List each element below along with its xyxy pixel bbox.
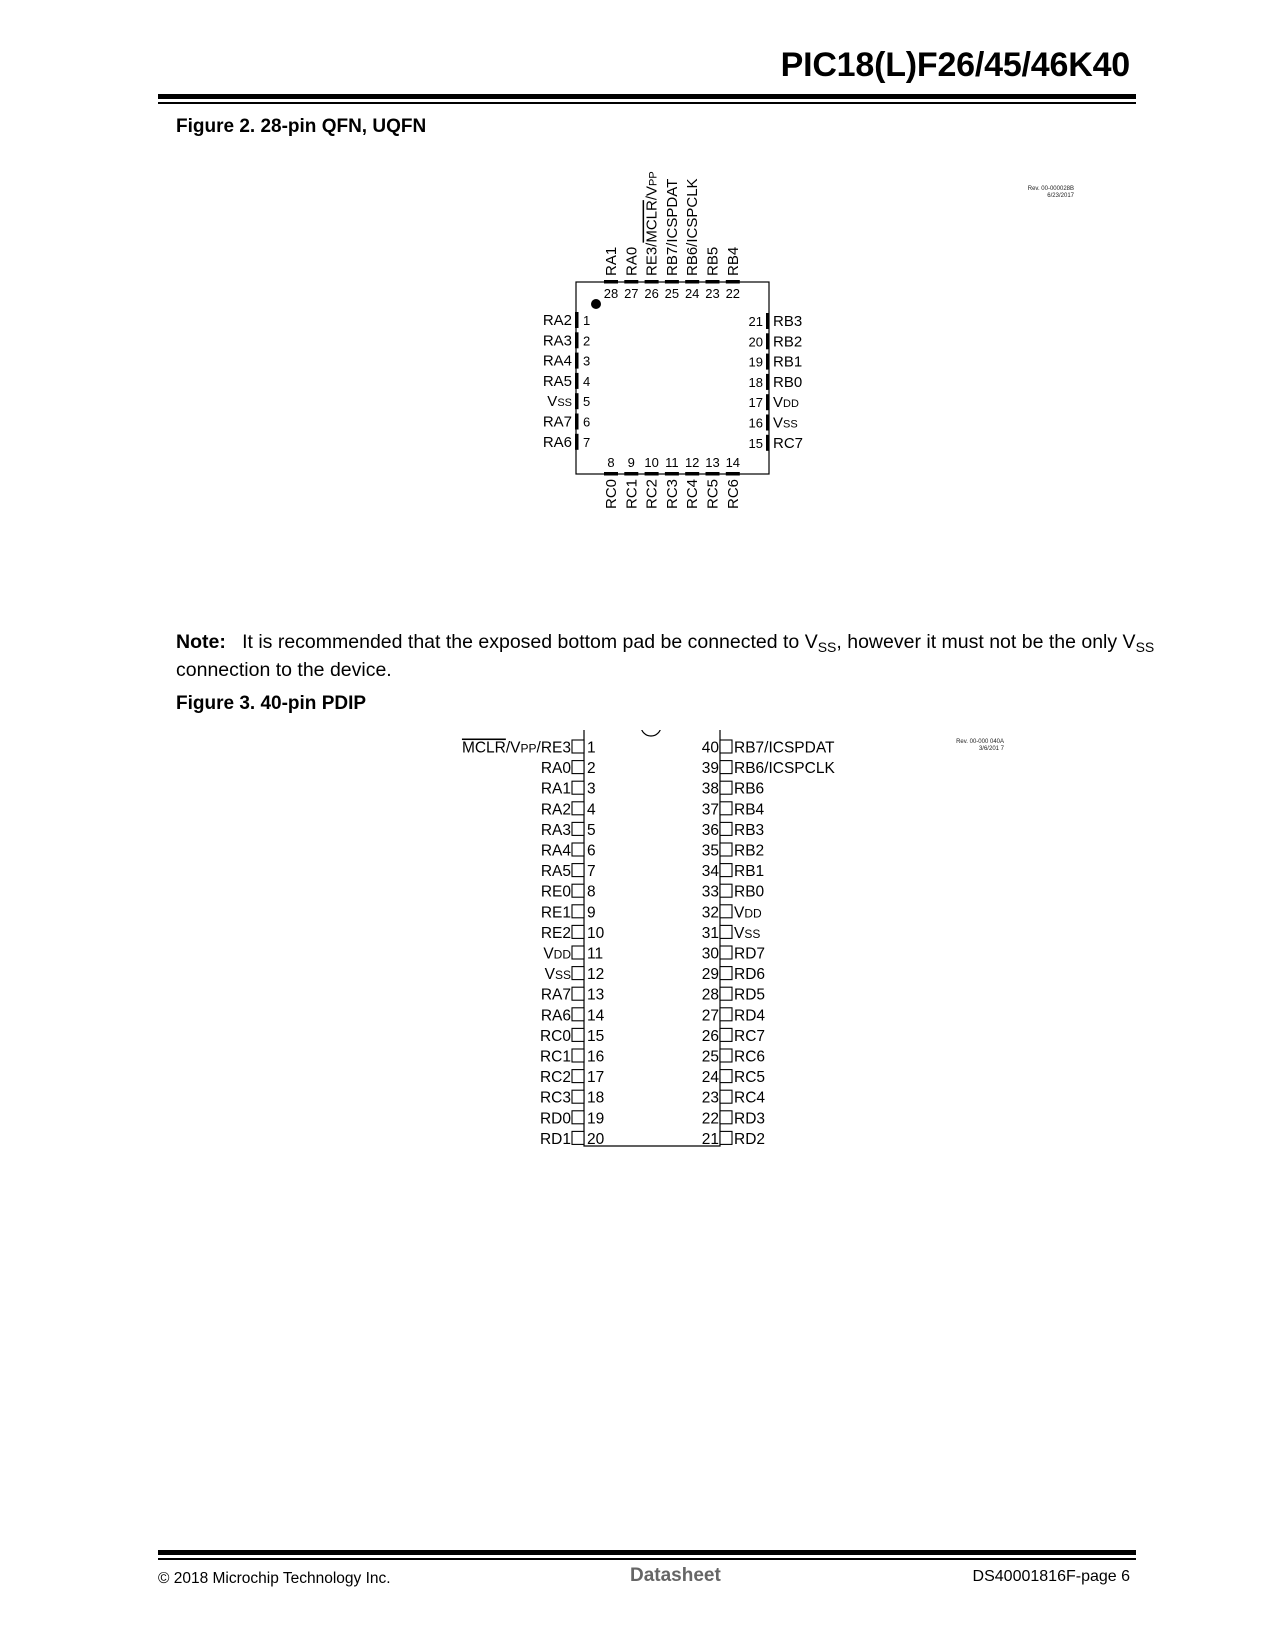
- pin-28-number: 28: [701, 986, 719, 1004]
- pin-14-mark: [726, 472, 740, 476]
- document-title: PIC18(L)F26/45/46K40: [780, 46, 1130, 84]
- qfn-package-outline: [576, 282, 769, 474]
- figure2-revision: Rev. 00-000028B 6/23/2017: [1027, 186, 1074, 199]
- footer-copyright: © 2018 Microchip Technology Inc.: [158, 1570, 391, 1587]
- pin-26-number: 26: [701, 1027, 719, 1045]
- pin-16-pad: [572, 1049, 584, 1062]
- pin-2-mark: [575, 332, 579, 348]
- pin-3-mark: [575, 353, 579, 369]
- pin-16-number: 16: [748, 415, 763, 431]
- pin-23-number: 23: [705, 286, 720, 301]
- pin-12-number: 12: [587, 966, 605, 984]
- pin-9-label-rc1: RC1: [623, 479, 641, 510]
- pin-18-mark: [766, 374, 770, 390]
- pin-4-label-ra2: RA2: [540, 801, 571, 819]
- pin-27-number: 27: [701, 1007, 719, 1025]
- pin-15-pad: [572, 1028, 584, 1041]
- pin-12-label-vss: VSS: [544, 966, 571, 984]
- pin-10-number: 10: [644, 455, 659, 470]
- pin-18-pad: [572, 1090, 584, 1103]
- pin-1-label-mclr-vpp-re3: MCLR/VPP/RE3: [461, 739, 571, 757]
- pin-5-pad: [572, 822, 584, 835]
- pin-8-label-rc0: RC0: [603, 479, 620, 510]
- pin-40-number: 40: [701, 739, 719, 757]
- pin-11-number: 11: [665, 455, 679, 470]
- pin-13-number: 13: [705, 455, 720, 470]
- pin-5-number: 5: [587, 821, 596, 839]
- pin-38-pad: [720, 781, 732, 794]
- pin-28-label-ra1: RA1: [603, 246, 620, 276]
- pin-21-label-rd2: RD2: [734, 1130, 766, 1148]
- pin-24-number: 24: [684, 286, 700, 301]
- pin-3-number: 3: [587, 780, 596, 798]
- pin-18-number: 18: [587, 1089, 605, 1107]
- note-text-3: connection to the device.: [176, 659, 392, 681]
- pin-15-number: 15: [587, 1027, 605, 1045]
- pin-1-mark: [575, 312, 579, 328]
- pin-13-label-rc5: RC5: [704, 479, 722, 510]
- pin-19-number: 19: [748, 354, 763, 370]
- pin-11-label-vdd: VDD: [543, 945, 571, 963]
- pin-7-number: 7: [587, 863, 596, 881]
- qfn-28-pin-diagram: [0, 0, 1275, 560]
- pin-17-label-rc2: RC2: [539, 1069, 571, 1087]
- pin-28-pad: [720, 987, 732, 1000]
- pin-4-pad: [572, 802, 584, 815]
- pin-12-pad: [572, 967, 584, 980]
- pin-26-mark: [645, 280, 659, 284]
- pin-13-pad: [572, 987, 584, 1000]
- pin-35-label-rb2: RB2: [734, 842, 765, 860]
- pin-11-pad: [572, 946, 584, 959]
- pin-8-mark: [604, 472, 618, 476]
- pin-29-pad: [720, 967, 732, 980]
- pin-2-label-ra0: RA0: [540, 760, 571, 778]
- pin-27-label-ra0: RA0: [623, 246, 641, 276]
- pin-16-mark: [766, 415, 770, 431]
- pin-2-label-ra3: RA3: [542, 332, 572, 350]
- pin-25-number: 25: [701, 1048, 719, 1066]
- pin-24-number: 24: [701, 1069, 719, 1087]
- note-text-1: It is recommended that the exposed bottom pad be connected to V: [242, 631, 818, 653]
- pin-26-label-re3-mclr-vpp: RE3/MCLR/VPP: [643, 171, 661, 276]
- pin-4-number: 4: [587, 801, 596, 819]
- pin-1-number: 1: [583, 313, 591, 328]
- pin-36-label-rb3: RB3: [734, 821, 765, 839]
- pin-9-label-re1: RE1: [540, 904, 571, 922]
- pin-23-number: 23: [701, 1089, 719, 1107]
- pin-20-mark: [766, 333, 770, 349]
- pin-14-number: 14: [725, 455, 741, 470]
- pin-35-pad: [720, 843, 732, 856]
- pin-24-label-rb6-icspclk: RB6/ICSPCLK: [684, 178, 702, 276]
- pin-29-label-rd6: RD6: [734, 966, 766, 984]
- pin-10-mark: [645, 472, 659, 476]
- pin-10-label-re2: RE2: [540, 924, 571, 942]
- pin-9-number: 9: [627, 455, 635, 470]
- pin-6-mark: [575, 414, 579, 430]
- pin-22-number: 22: [701, 1110, 719, 1128]
- pin-6-number: 6: [587, 842, 596, 860]
- figure2-title: Figure 2. 28-pin QFN, UQFN: [176, 116, 427, 137]
- pin-14-pad: [572, 1008, 584, 1021]
- pin-26-pad: [720, 1028, 732, 1041]
- pin-40-label-rb7-icspdat: RB7/ICSPDAT: [734, 739, 835, 757]
- pin-14-number: 14: [587, 1007, 605, 1025]
- note-text-2: , however it must not be the only V: [836, 631, 1136, 653]
- pin-23-label-rc4: RC4: [734, 1089, 766, 1107]
- pin-29-number: 29: [701, 966, 719, 984]
- pin-14-label-rc6: RC6: [724, 479, 742, 510]
- pin-7-number: 7: [583, 434, 591, 450]
- pin-22-pad: [720, 1111, 732, 1124]
- pin-8-number: 8: [587, 883, 596, 901]
- pin-20-label-rd1: RD1: [539, 1130, 571, 1148]
- pin-1-label-ra2: RA2: [542, 312, 572, 329]
- pin-8-number: 8: [607, 455, 615, 470]
- pin-20-number: 20: [748, 334, 763, 350]
- pin-34-number: 34: [701, 863, 719, 881]
- pin-21-label-rb3: RB3: [773, 313, 803, 330]
- pin-35-number: 35: [701, 842, 719, 860]
- pin-4-mark: [575, 373, 579, 389]
- pin-5-mark: [575, 393, 579, 409]
- pin-6-label-ra7: RA7: [542, 413, 572, 431]
- pin-30-number: 30: [701, 945, 719, 963]
- pin-10-pad: [572, 925, 584, 938]
- pin-33-label-rb0: RB0: [734, 883, 765, 901]
- pin-7-pad: [572, 864, 584, 877]
- pin-31-number: 31: [701, 924, 719, 942]
- pin-5-number: 5: [583, 394, 591, 410]
- note-paragraph: Note: It is recommended that the exposed bottom pad be connected to $V_{SS}$, however it must not be the only $V_{SS}$ connection to the device.: [176, 631, 1155, 681]
- pin-21-number: 21: [748, 314, 763, 329]
- pin-30-label-rd7: RD7: [734, 945, 766, 963]
- pin-39-pad: [720, 761, 732, 774]
- pin-7-label-ra5: RA5: [540, 863, 571, 881]
- pin-20-label-rb2: RB2: [773, 333, 803, 351]
- pin-18-label-rc3: RC3: [539, 1089, 571, 1107]
- pin-4-number: 4: [583, 373, 591, 389]
- footer-rule-thick: [158, 1550, 1136, 1555]
- pin-22-label-rb4: RB4: [724, 246, 742, 276]
- pin-11-number: 11: [587, 945, 604, 963]
- pin-17-number: 17: [587, 1069, 605, 1087]
- pin-32-number: 32: [701, 904, 719, 922]
- pin-1-pad: [572, 740, 584, 753]
- pin-4-label-ra5: RA5: [542, 372, 572, 390]
- pin-28-number: 28: [603, 286, 619, 301]
- pin-38-number: 38: [701, 780, 719, 798]
- pin-17-mark: [766, 394, 770, 410]
- pin-28-label-rd5: RD5: [734, 986, 766, 1004]
- pin-20-pad: [572, 1131, 584, 1144]
- pin-11-mark: [665, 472, 679, 476]
- pin-6-label-ra4: RA4: [540, 842, 571, 860]
- pin-22-label-rd3: RD3: [734, 1110, 766, 1128]
- pin-5-label-vss: VSS: [547, 393, 572, 411]
- pin-14-label-ra6: RA6: [540, 1007, 571, 1025]
- pin-9-pad: [572, 905, 584, 918]
- figure3-revision: Rev. 00-000 040A 3/6/201 7: [956, 739, 1004, 752]
- pin-20-number: 20: [587, 1130, 605, 1148]
- pin-13-mark: [706, 472, 720, 476]
- pin-27-pad: [720, 1008, 732, 1021]
- pin-3-pad: [572, 781, 584, 794]
- pin-8-label-re0: RE0: [540, 883, 571, 901]
- pin-27-mark: [624, 280, 638, 284]
- pin-3-label-ra4: RA4: [542, 352, 572, 370]
- pin-37-number: 37: [701, 801, 719, 819]
- pdip-40-pin-diagram: [0, 730, 1275, 1190]
- pin-7-mark: [575, 434, 579, 450]
- pin-25-number: 25: [664, 286, 680, 301]
- pin-19-mark: [766, 354, 770, 370]
- pin-2-pad: [572, 761, 584, 774]
- pin1-indicator-dot: [591, 299, 601, 309]
- pin-18-label-rb0: RB0: [773, 373, 803, 391]
- figure3-title: Figure 3. 40-pin PDIP: [176, 693, 367, 714]
- pin-16-label-vss: VSS: [773, 414, 798, 432]
- pin-12-label-rc4: RC4: [684, 479, 702, 510]
- pin-8-pad: [572, 884, 584, 897]
- pin-17-number: 17: [748, 395, 763, 411]
- footer-center-label: Datasheet: [630, 1565, 721, 1586]
- pin-9-mark: [624, 472, 638, 476]
- pin-15-mark: [766, 435, 770, 451]
- pin-27-number: 27: [624, 286, 639, 301]
- pin-21-number: 21: [701, 1130, 719, 1148]
- pin-1-number: 1: [587, 739, 596, 757]
- pin-26-number: 26: [644, 286, 659, 301]
- pin-33-pad: [720, 884, 732, 897]
- pin-6-pad: [572, 843, 584, 856]
- pin-7-label-ra6: RA6: [542, 433, 572, 451]
- pin-37-pad: [720, 802, 732, 815]
- pin-39-label-rb6-icspclk: RB6/ICSPCLK: [734, 760, 835, 778]
- pin-3-label-ra1: RA1: [540, 780, 571, 798]
- note-label: Note:: [176, 631, 226, 653]
- pin-15-number: 15: [748, 435, 763, 451]
- pin-15-label-rc0: RC0: [539, 1027, 571, 1045]
- pin-28-mark: [604, 280, 618, 284]
- pin-10-label-rc2: RC2: [643, 479, 661, 510]
- pin-13-number: 13: [587, 986, 605, 1004]
- pin-2-number: 2: [583, 333, 591, 349]
- pin-25-label-rc6: RC6: [734, 1048, 766, 1066]
- pin-5-label-ra3: RA3: [540, 821, 571, 839]
- pin-40-pad: [720, 740, 732, 753]
- pin-23-mark: [706, 280, 720, 284]
- pin-15-label-rc7: RC7: [773, 434, 804, 452]
- pin-34-label-rb1: RB1: [734, 863, 765, 881]
- pin-19-pad: [572, 1111, 584, 1124]
- pin-36-number: 36: [701, 821, 719, 839]
- pin-23-label-rb5: RB5: [704, 246, 722, 276]
- pin-2-number: 2: [587, 760, 596, 778]
- pin-37-label-rb4: RB4: [734, 801, 765, 819]
- pin-21-mark: [766, 313, 770, 329]
- pin-21-pad: [720, 1131, 732, 1144]
- pin-19-label-rd0: RD0: [539, 1110, 571, 1128]
- pin-11-label-rc3: RC3: [663, 479, 681, 510]
- pin-32-label-vdd: VDD: [734, 904, 762, 922]
- pin-25-pad: [720, 1049, 732, 1062]
- pin-32-pad: [720, 905, 732, 918]
- pin-16-label-rc1: RC1: [539, 1048, 571, 1066]
- pin-36-pad: [720, 822, 732, 835]
- pin-19-label-rb1: RB1: [773, 353, 803, 371]
- pin-22-mark: [726, 280, 740, 284]
- pin-31-label-vss: VSS: [734, 924, 761, 942]
- pin-3-number: 3: [583, 353, 591, 369]
- pin-18-number: 18: [748, 374, 763, 390]
- footer-doc-number: DS40001816F-page 6: [972, 1568, 1130, 1585]
- pin-22-number: 22: [725, 286, 741, 301]
- pin-31-pad: [720, 925, 732, 938]
- pin-25-mark: [665, 280, 679, 284]
- pin-24-mark: [685, 280, 699, 284]
- pin-9-number: 9: [587, 904, 596, 922]
- pin-23-pad: [720, 1090, 732, 1103]
- pin-6-number: 6: [583, 414, 591, 430]
- pin-16-number: 16: [587, 1048, 605, 1066]
- pin-27-label-rd4: RD4: [734, 1007, 766, 1025]
- pdip-package-outline: [584, 730, 720, 1146]
- pin-12-number: 12: [684, 455, 700, 470]
- pin-39-number: 39: [701, 760, 719, 778]
- pin-17-pad: [572, 1070, 584, 1083]
- pin-12-mark: [685, 472, 699, 476]
- pin-30-pad: [720, 946, 732, 959]
- pin-25-label-rb7-icspdat: RB7/ICSPDAT: [663, 178, 681, 276]
- pin-10-number: 10: [587, 924, 605, 942]
- pin-24-label-rc5: RC5: [734, 1069, 766, 1087]
- pin-17-label-vdd: VDD: [773, 394, 799, 412]
- pin-19-number: 19: [587, 1110, 605, 1128]
- pin-26-label-rc7: RC7: [734, 1027, 766, 1045]
- footer-rule-thin: [158, 1558, 1136, 1560]
- pin-33-number: 33: [701, 883, 719, 901]
- pin-38-label-rb6: RB6: [734, 780, 765, 798]
- pin-34-pad: [720, 864, 732, 877]
- pin-24-pad: [720, 1070, 732, 1083]
- pin-13-label-ra7: RA7: [540, 986, 571, 1004]
